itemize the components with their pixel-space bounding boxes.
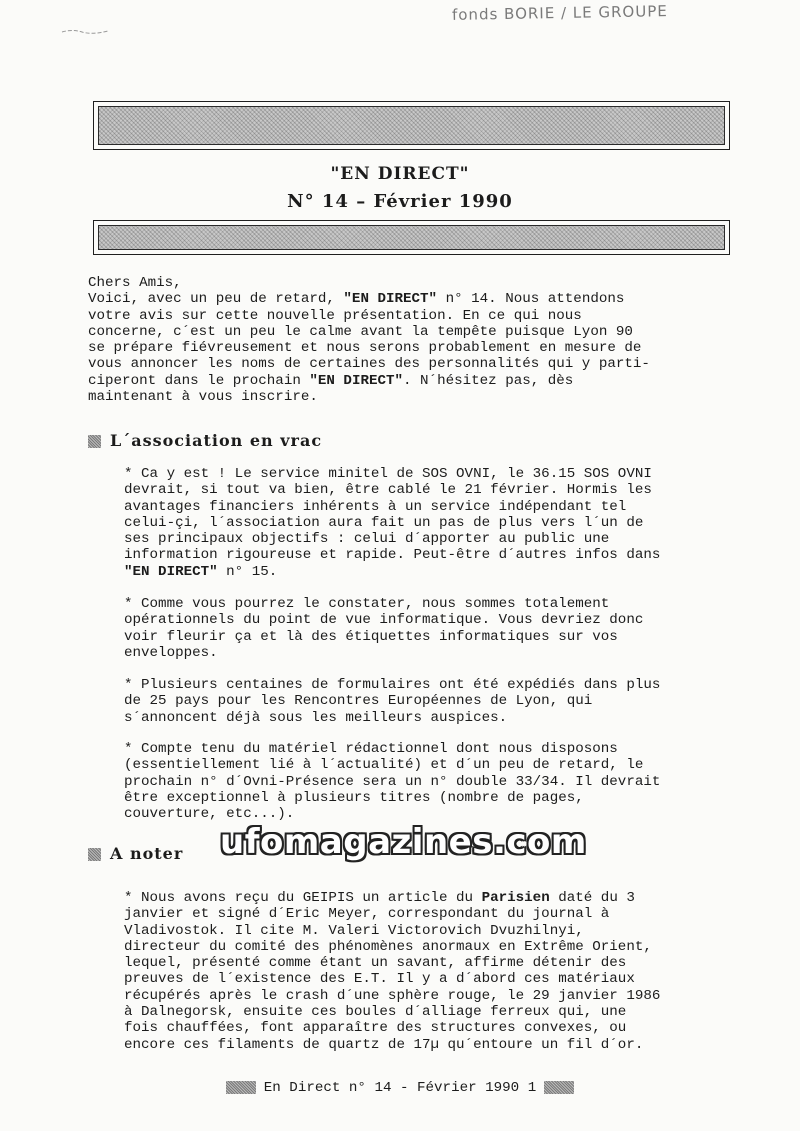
text-line: vous annoncer les noms de certaines des personnalités qui y parti-	[88, 356, 650, 373]
bottom-banner	[93, 220, 730, 255]
news-item	[124, 466, 728, 580]
text-line: * Comme vous pourrez le constater, nous sommes totalement	[124, 596, 610, 612]
text-line: concerne, c´est un peu le calme avant la tempête puisque Lyon 90	[88, 323, 633, 340]
issue-number-date: N° 14 – Février 1990	[287, 191, 513, 212]
text-line: de 25 pays pour les Rencontres Européennes de Lyon, qui	[124, 693, 593, 710]
section-heading-association: L´association en vrac	[88, 431, 322, 450]
text-line: * Plusieurs centaines de formulaires ont été expédiés dans plus	[124, 677, 661, 693]
text-line: encore ces filaments de quartz de 17µ qu´entoure un fil d´or.	[124, 1036, 644, 1053]
hatched-square-icon	[88, 848, 101, 861]
text-line: voir fleurir ça et là des étiquettes informatiques sur vos	[124, 628, 618, 645]
text-line: maintenant à vous inscrire.	[88, 389, 318, 406]
text-line: information rigoureuse et rapide. Peut-être d´autres infos dans	[124, 547, 661, 564]
text-line: * Ca y est ! Le service minitel de SOS OVNI, le 36.15 SOS OVNI	[124, 466, 652, 482]
text-line: * Nous avons reçu du GEIPIS un article du Parisien daté du 3	[124, 890, 635, 906]
text-line: Vladivostok. Il cite M. Valeri Victorovich Dvuzhilnyi,	[124, 922, 584, 939]
text-line: "EN DIRECT" n° 15.	[124, 563, 278, 580]
text-line: couverture, etc...).	[124, 806, 295, 823]
text-line: votre avis sur cette nouvelle présentation. En ce qui nous	[88, 307, 582, 324]
text-line: enveloppes.	[124, 644, 218, 661]
text-line: opérationnels du point de vue informatique. Vous devriez donc	[124, 612, 644, 629]
text-line: avantages financiers inhérents à un service indépendant tel	[124, 498, 627, 515]
text-line: récupérés après le crash d´une sphère rouge, le 29 janvier 1986	[124, 987, 661, 1004]
top-banner	[93, 101, 730, 150]
pencil-scribble	[60, 26, 110, 36]
text-line: lequel, présenté comme étant un savant, affirme détenir des	[124, 955, 627, 972]
hatched-square-icon	[88, 435, 101, 448]
text-line: Voici, avec un peu de retard, "EN DIRECT" n° 14. Nous attendons	[88, 291, 625, 308]
text-line: celui-çi, l´association aura fait un pas de plus vers l´un de	[124, 514, 644, 531]
hatched-block-icon	[544, 1081, 574, 1094]
news-item	[124, 677, 728, 726]
text-line: Chers Amis,	[88, 275, 182, 291]
text-line: être exceptionnel à plusieurs titres (nombre de pages,	[124, 789, 584, 806]
text-line: à Dalnegorsk, ensuite ces boules d´alliage ferreux qui, une	[124, 1004, 627, 1021]
text-line: preuves de l´existence des E.T. Il y a d´abord ces matériaux	[124, 971, 635, 988]
newsletter-title: "EN DIRECT"	[330, 164, 470, 184]
text-line: s´annoncent déjà sous les meilleurs auspices.	[124, 709, 508, 726]
section-heading-a-noter: A noter	[88, 844, 183, 863]
news-item	[124, 741, 728, 822]
text-line: janvier et signé d´Eric Meyer, correspondant du journal à	[124, 906, 610, 923]
text-line: prochain n° d´Ovni-Présence sera un n° double 33/34. Il devrait	[124, 773, 661, 790]
text-line: directeur du comité des phénomènes anormaux en Extrême Orient,	[124, 938, 652, 955]
text-line: * Compte tenu du matériel rédactionnel dont nous disposons	[124, 741, 618, 757]
text-line: se prépare fiévreusement et nous serons probablement en mesure de	[88, 340, 642, 357]
news-item	[124, 890, 728, 1053]
page-footer: En Direct n° 14 - Février 1990 1	[0, 1080, 800, 1096]
text-line: devrait, si tout va bien, être cablé le 21 février. Hormis les	[124, 482, 652, 499]
text-line: (essentiellement lié à l´actualité) et d´un peu de retard, le	[124, 757, 644, 774]
handwritten-archive-note: fonds BORIE / LE GROUPE	[451, 2, 668, 24]
hatched-block-icon	[226, 1081, 256, 1094]
text-line: ciperont dans le prochain "EN DIRECT". N´hésitez pas, dès	[88, 372, 574, 389]
watermark-ufomagazines: ufomagazines.com	[220, 822, 587, 862]
intro-paragraph	[88, 275, 728, 405]
news-item	[124, 596, 728, 661]
text-line: ses principaux objectifs : celui d´apporter au public une	[124, 531, 610, 548]
text-line: fois chauffées, font apparaître des structures convexes, ou	[124, 1020, 627, 1037]
